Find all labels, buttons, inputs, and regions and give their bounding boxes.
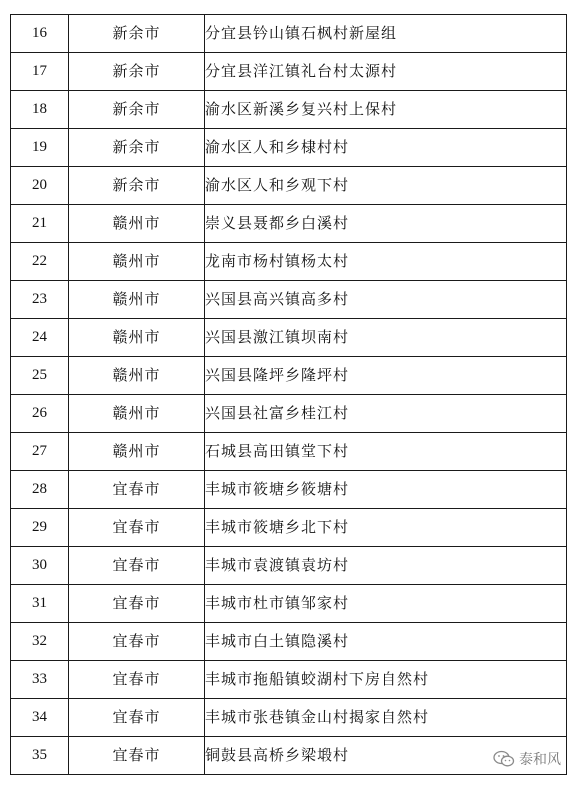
city-cell: 宜春市 xyxy=(69,471,205,509)
city-cell: 赣州市 xyxy=(69,357,205,395)
village-cell: 兴国县高兴镇高多村 xyxy=(205,281,567,319)
village-cell: 丰城市杜市镇邹家村 xyxy=(205,585,567,623)
city-cell: 宜春市 xyxy=(69,509,205,547)
row-number-cell: 17 xyxy=(11,53,69,91)
village-cell: 渝水区新溪乡复兴村上保村 xyxy=(205,91,567,129)
table-row xyxy=(11,509,567,547)
city-cell: 赣州市 xyxy=(69,281,205,319)
table-row xyxy=(11,699,567,737)
row-number-cell: 18 xyxy=(11,91,69,129)
village-cell: 崇义县聂都乡白溪村 xyxy=(205,205,567,243)
row-number-cell: 25 xyxy=(11,357,69,395)
village-cell: 渝水区人和乡棣村村 xyxy=(205,129,567,167)
table-body xyxy=(11,15,567,775)
row-number-cell: 22 xyxy=(11,243,69,281)
city-cell: 赣州市 xyxy=(69,395,205,433)
table-row xyxy=(11,281,567,319)
row-number-cell: 30 xyxy=(11,547,69,585)
village-cell: 丰城市张巷镇金山村揭家自然村 xyxy=(205,699,567,737)
village-cell: 丰城市筱塘乡北下村 xyxy=(205,509,567,547)
village-cell: 丰城市拖船镇蛟湖村下房自然村 xyxy=(205,661,567,699)
table-row xyxy=(11,661,567,699)
table-row xyxy=(11,547,567,585)
row-number-cell: 28 xyxy=(11,471,69,509)
city-cell: 宜春市 xyxy=(69,547,205,585)
village-cell: 龙南市杨村镇杨太村 xyxy=(205,243,567,281)
city-cell: 宜春市 xyxy=(69,737,205,775)
row-number-cell: 16 xyxy=(11,15,69,53)
city-cell: 新余市 xyxy=(69,15,205,53)
row-number-cell: 35 xyxy=(11,737,69,775)
village-cell: 铜鼓县高桥乡梁塅村 xyxy=(205,737,567,775)
village-cell: 兴国县激江镇坝南村 xyxy=(205,319,567,357)
row-number-cell: 19 xyxy=(11,129,69,167)
city-cell: 宜春市 xyxy=(69,699,205,737)
row-number-cell: 34 xyxy=(11,699,69,737)
city-cell: 宜春市 xyxy=(69,661,205,699)
village-list-table xyxy=(10,14,567,775)
city-cell: 新余市 xyxy=(69,167,205,205)
table-row xyxy=(11,395,567,433)
city-cell: 赣州市 xyxy=(69,433,205,471)
village-cell: 兴国县社富乡桂江村 xyxy=(205,395,567,433)
village-cell: 丰城市白土镇隐溪村 xyxy=(205,623,567,661)
city-cell: 赣州市 xyxy=(69,205,205,243)
table-row xyxy=(11,319,567,357)
row-number-cell: 32 xyxy=(11,623,69,661)
row-number-cell: 23 xyxy=(11,281,69,319)
village-cell: 分宜县钤山镇石枫村新屋组 xyxy=(205,15,567,53)
village-cell: 丰城市筱塘乡筱塘村 xyxy=(205,471,567,509)
table-row xyxy=(11,129,567,167)
village-cell: 石城县高田镇堂下村 xyxy=(205,433,567,471)
village-cell: 渝水区人和乡观下村 xyxy=(205,167,567,205)
table-row xyxy=(11,91,567,129)
row-number-cell: 21 xyxy=(11,205,69,243)
watermark-text: 泰和风 xyxy=(519,752,561,768)
row-number-cell: 33 xyxy=(11,661,69,699)
table-row xyxy=(11,357,567,395)
row-number-cell: 24 xyxy=(11,319,69,357)
city-cell: 新余市 xyxy=(69,91,205,129)
table-row xyxy=(11,53,567,91)
table-row xyxy=(11,471,567,509)
city-cell: 宜春市 xyxy=(69,623,205,661)
table-row xyxy=(11,205,567,243)
row-number-cell: 31 xyxy=(11,585,69,623)
table-row xyxy=(11,243,567,281)
table-row xyxy=(11,585,567,623)
row-number-cell: 26 xyxy=(11,395,69,433)
wechat-icon xyxy=(493,750,515,768)
village-cell: 兴国县隆坪乡隆坪村 xyxy=(205,357,567,395)
table-row xyxy=(11,15,567,53)
city-cell: 新余市 xyxy=(69,129,205,167)
table-row xyxy=(11,737,567,775)
city-cell: 新余市 xyxy=(69,53,205,91)
table-row xyxy=(11,433,567,471)
row-number-cell: 20 xyxy=(11,167,69,205)
table-row xyxy=(11,623,567,661)
row-number-cell: 29 xyxy=(11,509,69,547)
row-number-cell: 27 xyxy=(11,433,69,471)
city-cell: 宜春市 xyxy=(69,585,205,623)
table-row xyxy=(11,167,567,205)
village-cell: 丰城市袁渡镇袁坊村 xyxy=(205,547,567,585)
account-watermark xyxy=(493,749,561,769)
city-cell: 赣州市 xyxy=(69,319,205,357)
city-cell: 赣州市 xyxy=(69,243,205,281)
village-cell: 分宜县洋江镇礼台村太源村 xyxy=(205,53,567,91)
